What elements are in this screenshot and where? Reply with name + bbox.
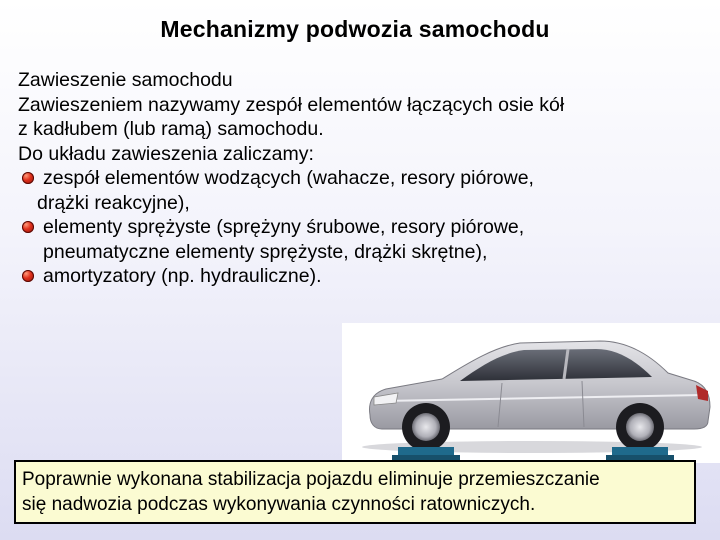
red-sphere-bullet-icon xyxy=(22,221,34,233)
section-heading: Zawieszenie samochodu xyxy=(18,69,233,91)
red-sphere-bullet-icon xyxy=(22,270,34,282)
note-box xyxy=(14,460,696,524)
list-item xyxy=(18,166,708,215)
paragraph-line-3: Do układu zawieszenia zaliczamy: xyxy=(18,142,314,165)
slide-title: Mechanizmy podwozia samochodu xyxy=(160,16,550,42)
paragraph-line-1: Zawieszeniem nazywamy zespół elementów łączących osie kół xyxy=(18,93,565,116)
list-item-line-2: pneumatyczne elementy sprężyste, drążki skrętne), xyxy=(43,240,488,263)
list-item-line-1: zespół elementów wodzących (wahacze, resory piórowe, xyxy=(43,167,534,189)
list-item-line-2: drążki reakcyjne), xyxy=(37,191,190,214)
list-item xyxy=(18,264,708,289)
car-illustration xyxy=(342,323,720,463)
slide-content xyxy=(18,68,708,289)
note-line-1: Poprawnie wykonana stabilizacja pojazdu eliminuje przemieszczanie xyxy=(22,469,600,490)
note-line-2: się nadwozia podczas wykonywania czynności ratowniczych. xyxy=(22,494,536,515)
front-wheel-rim xyxy=(412,413,440,441)
list-item-line-1: amortyzatory (np. hydrauliczne). xyxy=(43,265,322,287)
paragraph-line-2: z kadłubem (lub ramą) samochodu. xyxy=(18,118,324,140)
car-on-stands-image xyxy=(342,323,720,463)
rear-wheel-rim xyxy=(626,413,654,441)
list-item xyxy=(18,215,708,264)
list-item-line-1: elementy sprężyste (sprężyny śrubowe, resory piórowe, xyxy=(43,216,525,238)
red-sphere-bullet-icon xyxy=(22,172,34,184)
